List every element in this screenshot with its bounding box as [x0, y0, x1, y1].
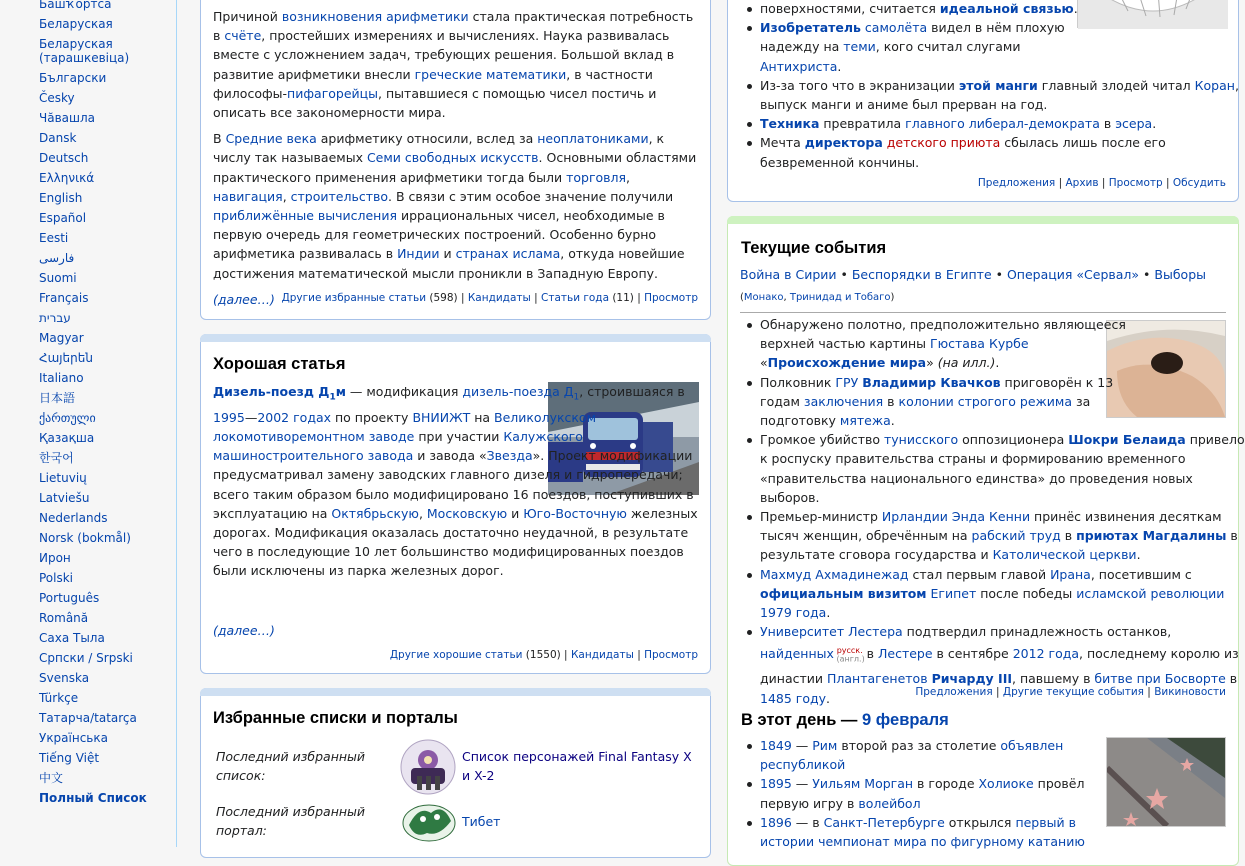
text: • [991, 267, 1007, 282]
text: | [1143, 686, 1155, 698]
text: , посетившим с [1090, 566, 1192, 582]
link[interactable]: Ричарду III [931, 671, 1012, 687]
language-link[interactable]: Lietuvių [39, 471, 87, 485]
text: . [826, 605, 831, 621]
text: « [760, 355, 768, 371]
language-link[interactable]: Саха Тыла [39, 631, 105, 645]
link[interactable]: Московскую [426, 505, 508, 521]
text: | [530, 292, 542, 304]
text: , откуда новейшие достижения математической мысли проникли в Западную Европу. [213, 246, 685, 281]
tibet-portal-icon [399, 795, 459, 845]
language-link[interactable]: Чăвашла [39, 111, 96, 125]
good-more-link[interactable]: (далее…) [213, 623, 275, 638]
link[interactable]: директора [804, 135, 883, 151]
link[interactable]: Египет [930, 585, 977, 601]
text: Полковник [760, 374, 836, 390]
link[interactable]: Дизель-поезд Д [213, 384, 330, 399]
text: • [836, 267, 852, 282]
link[interactable]: Ирана [1050, 566, 1091, 582]
link[interactable]: Махмуд Ахмадинежад [760, 566, 909, 582]
language-link[interactable]: Ирон [39, 551, 71, 565]
language-link[interactable]: Latviešu [39, 491, 90, 505]
language-link[interactable]: Polski [39, 571, 74, 585]
link[interactable]: Ирландии [881, 509, 948, 525]
link[interactable]: Происхождение мира [767, 355, 927, 371]
language-link[interactable]: עברית [39, 311, 71, 325]
link[interactable]: греческие математики [414, 66, 567, 82]
text: , павшему в [1012, 671, 1095, 687]
link[interactable]: торговля [566, 169, 627, 185]
link[interactable]: счёте [224, 28, 262, 44]
link[interactable]: странах ислама [455, 246, 561, 262]
list-item [740, 507, 1245, 565]
text: — [791, 738, 813, 753]
link[interactable]: ГРУ [835, 374, 859, 390]
text: оппозиционера [958, 432, 1069, 448]
language-link[interactable]: 中文 [39, 771, 64, 785]
good-article-title: Хорошая статья [213, 355, 346, 373]
link[interactable]: возникновения арифметики [281, 9, 469, 24]
list-item [740, 430, 1245, 507]
text: , к числу так называемых [213, 131, 665, 166]
link[interactable]: битве при Босворте [1094, 671, 1226, 687]
link[interactable]: Шокри Белаида [1068, 432, 1186, 448]
language-link[interactable]: Беларуская (тарашкевіца) [39, 37, 130, 65]
text: главный злодей читал [1037, 77, 1195, 93]
language-link[interactable]: Dansk [39, 131, 77, 145]
link[interactable]: приближённые вычисления [213, 208, 397, 224]
link[interactable]: исламской революции [1076, 585, 1225, 601]
current-events-title: Текущие события [741, 239, 887, 257]
text: при участии [414, 428, 504, 444]
text: и [439, 246, 456, 262]
text: в результате сговора государства и [760, 528, 1238, 563]
link[interactable]: объявлен республикой [760, 738, 1064, 773]
text: | [1162, 177, 1173, 189]
link[interactable]: 1 [573, 392, 580, 403]
did-you-know-box [727, 0, 1239, 202]
text: железных дорогах. Модификация оказалась достаточно неудачной, в результате чего в последующие 10 лет большинство модифицированных поездов были исключены из парка железных дорог. [213, 505, 698, 579]
link[interactable]: 1849 [760, 738, 792, 753]
list-item [740, 133, 1245, 171]
didyouknow-image[interactable] [1077, 0, 1227, 28]
link[interactable]: Война в Сирии [740, 267, 837, 282]
text: в сентябре [932, 646, 1013, 662]
link[interactable]: теми [843, 39, 876, 55]
text: в [1099, 116, 1116, 132]
sidebar-languages [0, 0, 177, 847]
text: привело к роспуску правительства страны и формированию временного «правительства национального единства» до проведения новых выборов. [760, 432, 1245, 505]
text: стала практическая потребность в [213, 9, 694, 44]
text: , [626, 169, 631, 185]
current-events-topics [740, 265, 1230, 307]
link[interactable]: Юго-Восточную [523, 505, 627, 521]
link[interactable]: 1485 году [760, 690, 827, 706]
link[interactable]: Тринидад и Тобаго [789, 292, 891, 304]
text: Громкое убийство [760, 432, 884, 448]
text: Премьер-министр [760, 509, 882, 525]
language-link[interactable]: Eesti [39, 231, 69, 245]
link[interactable]: Другие избранные статьи [281, 292, 427, 304]
text: (598) | [426, 292, 468, 304]
link[interactable]: Операция «Сервал» [1006, 267, 1140, 282]
featured-paragraph-2 [213, 129, 699, 283]
ff-character-icon [399, 738, 457, 796]
text: видел в нём плохую надежду на [760, 20, 1065, 55]
link[interactable]: Выборы [1154, 267, 1206, 282]
link[interactable]: Монако [743, 292, 784, 304]
language-link[interactable]: 한국어 [39, 451, 74, 465]
link[interactable]: Просмотр [644, 292, 698, 304]
text: второй раз за столетие [837, 738, 1001, 753]
text: . [826, 690, 831, 706]
link[interactable]: 1895 [760, 776, 792, 792]
text: , в частности философы- [213, 66, 653, 101]
last-portal-label: Последний избранный портал: [216, 804, 366, 839]
link[interactable]: Владимир Квачков [862, 374, 1001, 390]
link[interactable]: Другие хорошие статьи [389, 649, 523, 661]
this-day-title: В этот день — 9 февраля [741, 711, 949, 729]
link[interactable]: главного либерал-демократа [905, 116, 1100, 132]
link[interactable]: 2002 годах [257, 409, 332, 425]
text: Причиной [213, 9, 282, 24]
did-you-know-footer [978, 177, 1226, 189]
link[interactable]: волейбол [858, 795, 921, 811]
list-item [740, 76, 1245, 114]
featured-more-link[interactable]: (далее…) [213, 291, 275, 307]
language-list [39, 0, 176, 811]
text: , пытавшиеся с помощью чисел постичь и описать все закономерности мира. [213, 85, 657, 121]
language-link[interactable]: Татарча/tatarça [39, 711, 137, 725]
tibet-portal-link[interactable]: Тибет [462, 814, 501, 829]
link[interactable]: 1896 [760, 814, 792, 830]
link[interactable]: Просмотр [1108, 177, 1163, 189]
text: провёл первую игру в [760, 776, 1085, 811]
link[interactable]: Средние века [225, 131, 317, 147]
language-link[interactable]: Հայերեն [39, 351, 93, 365]
good-footer [390, 649, 698, 661]
text: в [1060, 528, 1077, 544]
text: | [1055, 177, 1066, 189]
language-link[interactable]: Français [39, 291, 89, 305]
link[interactable]: неоплатониками [537, 131, 649, 147]
good-article-box [200, 334, 711, 674]
text: | [992, 686, 1003, 698]
text: — [244, 409, 258, 425]
language-link[interactable]: Ελληνικά [39, 171, 95, 185]
current-events-list [740, 315, 1245, 708]
text: . [1136, 547, 1141, 563]
link[interactable]: Кандидаты [467, 292, 531, 304]
list-item [740, 18, 1095, 76]
featured-footer [282, 292, 698, 304]
link[interactable]: 1 [329, 392, 336, 403]
text: , простейших измерениях и вычислениях. Наука развивалась вместе с усложнением задач, требующих решения. Большой вклад в развитие арифметики внесли [213, 28, 675, 82]
link[interactable]: Коран [1194, 77, 1235, 93]
language-link[interactable]: Română [39, 611, 89, 625]
link[interactable]: 1995 [213, 409, 245, 425]
text: , кого считал слугами [875, 39, 1021, 55]
language-link[interactable]: English [39, 191, 83, 205]
language-link[interactable]: Башҡортса [39, 0, 112, 11]
language-link[interactable]: Svenska [39, 671, 90, 685]
link[interactable]: Звезда [486, 448, 533, 464]
link[interactable]: Другие текущие события [1002, 686, 1144, 698]
link[interactable]: Гюстава Курбе [929, 336, 1029, 352]
link[interactable]: колонии строгого режима [898, 393, 1072, 409]
text: — [791, 776, 813, 792]
list-item [740, 565, 1245, 623]
language-link[interactable]: Deutsch [39, 151, 89, 165]
link[interactable]: Викиновости [1154, 686, 1226, 698]
link[interactable]: строительство [290, 188, 389, 204]
lists-portals-box [200, 688, 711, 858]
link[interactable]: самолёта [864, 20, 928, 36]
language-link[interactable]: Español [39, 211, 87, 225]
text: в городе [913, 776, 979, 792]
text: на [470, 409, 494, 425]
text: (1550) | [522, 649, 571, 661]
link[interactable]: Санкт-Петербурге [823, 814, 945, 830]
text: русск. [836, 646, 863, 656]
did-you-know-list [740, 0, 1239, 172]
text: в [1225, 671, 1238, 687]
text: . [1073, 1, 1078, 16]
link[interactable]: м [335, 384, 346, 399]
text: приговорён к 13 годам [760, 374, 1114, 409]
link[interactable]: 1979 года [760, 605, 827, 621]
good-article-body [213, 382, 699, 581]
text: ( [740, 292, 744, 304]
list-item [740, 373, 1126, 431]
text: . [995, 355, 1000, 371]
all-languages-link[interactable]: Полный Список [39, 791, 147, 805]
language-link[interactable]: Українська [39, 731, 108, 745]
link[interactable]: Кандидаты [570, 649, 634, 661]
link[interactable]: Изобретатель [760, 20, 861, 36]
text: ) [890, 292, 895, 304]
link[interactable]: идеальной связью [939, 1, 1074, 16]
text: и завода « [413, 448, 487, 464]
current-events-box [727, 216, 1245, 866]
link[interactable]: официальным визитом [760, 585, 927, 601]
this-day-list [740, 736, 1100, 851]
text: в [862, 646, 878, 662]
text: — в [791, 814, 824, 830]
link[interactable]: 2012 года [1012, 646, 1080, 662]
link[interactable]: Великолукском локомотиворемонтном заводе [213, 409, 597, 444]
text: превратила [819, 116, 906, 132]
list-item [740, 0, 1095, 18]
link[interactable]: тунисского [884, 432, 959, 448]
link[interactable]: Семи свободных искусств [366, 150, 539, 166]
list-item [740, 736, 1100, 774]
text: В [213, 131, 226, 147]
this-day-date-link[interactable]: 9 февраля [862, 711, 949, 729]
language-link[interactable]: Česky [39, 91, 75, 105]
link[interactable]: Холиоке [978, 776, 1034, 792]
link[interactable]: мятежа [839, 413, 891, 429]
language-link[interactable]: Tiếng Việt [39, 751, 100, 765]
text: Обнаружено полотно, предположительно являющееся верхней частью картины [760, 317, 1126, 352]
list-item [740, 315, 1126, 373]
link[interactable]: Калужского машиностроительного завода [213, 428, 583, 464]
list-item [740, 813, 1100, 851]
language-link[interactable]: Български [39, 71, 107, 85]
text: ». Проект модификации предусматривал замену заводских главного дизеля и гидропередачи; всего таким образом было модифицировано 16 поездов, поступивших в эксплуатацию на [213, 448, 694, 521]
link[interactable]: дизель-поезда Д [462, 384, 574, 399]
link[interactable]: детского приюта [886, 135, 1001, 151]
list-item [740, 774, 1100, 812]
link[interactable]: пифагорейцы [287, 85, 379, 101]
link[interactable]: этой манги [958, 77, 1038, 93]
text: за подготовку [760, 393, 1091, 429]
text: по проекту [331, 409, 413, 425]
link[interactable]: ВНИИЖТ [412, 409, 471, 425]
link[interactable]: Индии [397, 246, 440, 262]
text: . [837, 58, 842, 74]
text: . [1152, 116, 1157, 132]
text: (на илл.) [937, 355, 996, 371]
link[interactable]: Университет Лестера [760, 624, 903, 640]
current-events-footer [915, 686, 1226, 698]
text: стал первым главой [908, 566, 1051, 582]
link[interactable]: Техника [760, 116, 820, 132]
language-link[interactable]: Nederlands [39, 511, 108, 525]
language-link[interactable]: فارسی [39, 251, 75, 265]
language-link[interactable]: Magyar [39, 331, 84, 345]
language-link[interactable]: Қазақша [39, 431, 95, 445]
link[interactable]: Октябрьскую [331, 505, 419, 521]
link[interactable]: Рим [812, 738, 838, 753]
text: , последнему королю из династии [760, 646, 1239, 687]
link[interactable]: навигация [213, 188, 283, 204]
link[interactable]: рабский труд [971, 528, 1061, 544]
link[interactable]: Предложения [977, 177, 1056, 189]
text: . В связи с этим особое значение получили [388, 188, 674, 204]
text: » [926, 355, 938, 371]
link[interactable]: Антихриста [760, 58, 838, 74]
text: | [633, 649, 645, 661]
text: • [1139, 267, 1155, 282]
text: открылся [944, 814, 1016, 830]
link[interactable]: Лестере [878, 646, 933, 662]
language-link[interactable]: ქართული [39, 411, 96, 425]
link[interactable]: Архив [1065, 177, 1099, 189]
link[interactable]: первый в истории чемпионат мира по фигурному катанию [760, 814, 1085, 850]
text: после победы [976, 585, 1077, 601]
language-link[interactable]: Suomi [39, 271, 77, 285]
link[interactable]: найденных [760, 646, 834, 662]
featured-paragraph-1 [213, 7, 699, 122]
language-link[interactable]: Српски / Srpski [39, 651, 133, 665]
link[interactable]: заключения [803, 393, 884, 409]
text: (11) | [609, 292, 645, 304]
text: , [418, 505, 427, 521]
text: Мечта [760, 135, 805, 151]
language-link[interactable]: Беларуская [39, 17, 113, 31]
link[interactable]: эсера [1115, 116, 1153, 132]
language-link[interactable]: 日本語 [39, 391, 76, 405]
last-list-label: Последний избранный список: [216, 749, 366, 784]
text: в [883, 393, 899, 409]
featured-article-box [200, 0, 711, 320]
link[interactable]: Обсудить [1172, 177, 1226, 189]
text: арифметику относили, вслед за [316, 131, 538, 147]
text: , [783, 292, 790, 304]
language-link[interactable]: Português [39, 591, 100, 605]
link[interactable]: Беспорядки в Египте [851, 267, 992, 282]
link[interactable]: Энда Кенни [951, 509, 1031, 525]
text: и [507, 505, 524, 521]
language-link[interactable]: Italiano [39, 371, 84, 385]
link[interactable]: приютах Магдалины [1076, 528, 1227, 544]
language-link[interactable]: Norsk (bokmål) [39, 531, 131, 545]
link[interactable]: Католической церкви [992, 547, 1137, 563]
lists-portals-title: Избранные списки и порталы [213, 709, 458, 727]
text: , строившаяся в [579, 384, 685, 399]
link[interactable]: Просмотр [644, 649, 698, 661]
link[interactable]: Уильям Морган [812, 776, 914, 792]
text: принёс извинения десяткам тысяч женщин, обречённым на [760, 509, 1222, 544]
text: подтвердил принадлежность останков, [902, 624, 1172, 640]
text: , выпуск манги и аниме был прерван на год. [760, 77, 1239, 113]
text: Из-за того что в экранизации [760, 77, 959, 93]
text: . [890, 413, 895, 429]
text: поверхностями, считается [760, 1, 940, 16]
last-list-link[interactable]: Список персонажей Final Fantasy X и X-2 [462, 749, 692, 784]
text: . Основными областями практического применения арифметики тогда были [213, 150, 697, 185]
text: (англ.) [833, 655, 865, 665]
text: сбылась лишь после его безвременной кончины. [760, 135, 1166, 170]
text: | [1098, 177, 1109, 189]
language-link[interactable]: Türkçe [39, 691, 79, 705]
link[interactable]: Плантагенетов [826, 671, 928, 687]
list-item [740, 114, 1245, 133]
text: иррациональных чисел, необходимые в первую очередь для геометрических построений. Особенно бурно арифметика развивалась в [213, 208, 665, 262]
link[interactable]: Предложения [915, 686, 993, 698]
text: , [282, 188, 291, 204]
link[interactable]: Статьи года [541, 292, 609, 304]
walk-of-fame-image[interactable] [1106, 737, 1226, 827]
text: — модификация [345, 384, 463, 399]
